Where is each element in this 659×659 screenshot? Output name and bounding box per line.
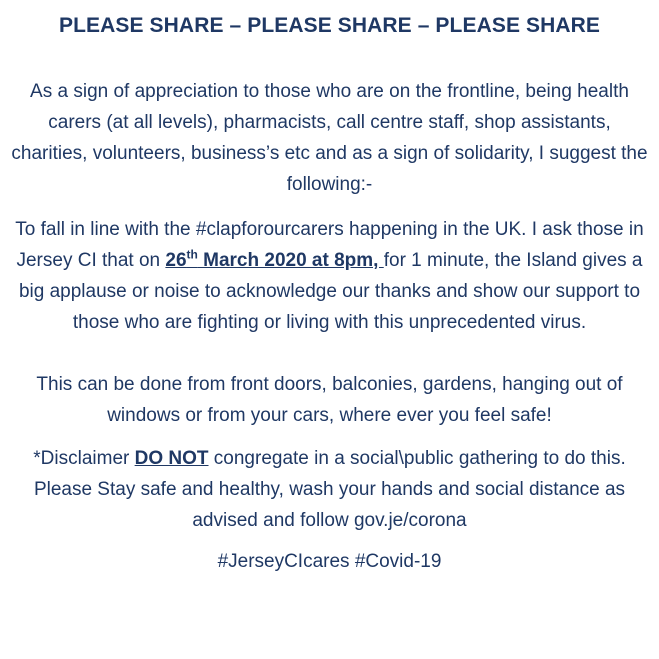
event-date-suffix: th [186,247,198,262]
clap-request-details: for 1 minute, the Island gives a big applause or noise to acknowledge our thanks and show our support to those who are fighting or living with this unprecedented virus. [18,250,643,333]
event-date [165,247,384,271]
clap-request-intro: To fall in line with the #clapforourcarers happening in the UK. I ask those in Jersey CI that on [15,219,644,271]
event-date-day: 26 [165,250,187,271]
appreciation-paragraph: As a sign of appreciation to those who are on the frontline, being health carers (at all levels), pharmacists, call centre staff, shop assistants, charities, volunteers, business’s etc and as a sign of solidarity, I suggest the following:- [11,81,648,195]
where-paragraph: This can be done from front doors, balconies, gardens, hanging out of windows or from your cars, where ever you feel safe! [36,374,623,426]
disclaimer-paragraph [10,443,649,536]
clap-request-paragraph [10,214,649,338]
disclaimer-intro: *Disclaimer [33,448,135,469]
disclaimer-emphasis: DO NOT [134,448,209,469]
event-date-rest: March 2020 at 8pm, [197,250,384,271]
page-title: PLEASE SHARE – PLEASE SHARE – PLEASE SHARE [59,14,600,37]
disclaimer-details: congregate in a social\public gathering to do this. Please Stay safe and healthy, wash your hands and social distance as advised and follow gov.je/corona [33,448,626,531]
hashtags: #JerseyCIcares #Covid-19 [217,551,442,572]
